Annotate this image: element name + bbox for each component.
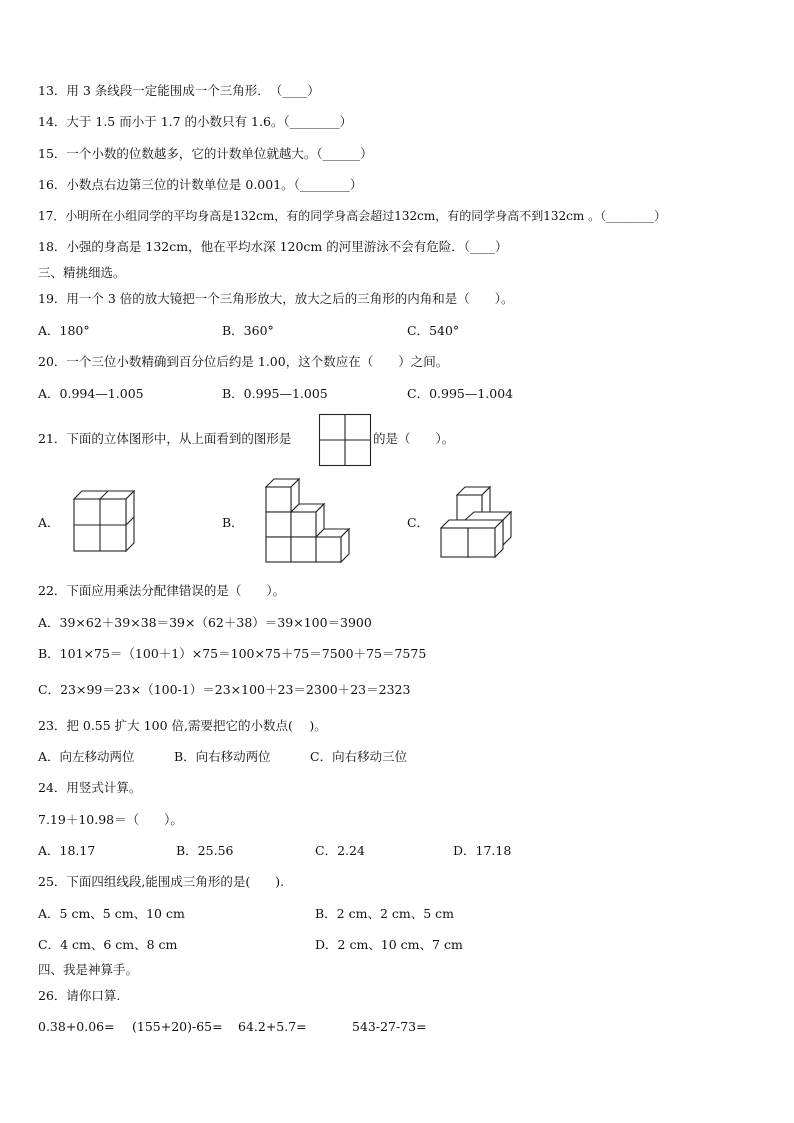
q19-option-c: C．540° (407, 323, 460, 338)
question-16: 16．小数点右边第三位的计数单位是 0.001。（________） (38, 177, 363, 192)
q23-option-b: B．向右移动两位 (174, 749, 271, 764)
question-23: 23．把 0.55 扩大 100 倍,需要把它的小数点( )。 (38, 718, 327, 733)
question-26: 26．请你口算. (38, 988, 121, 1003)
question-18: 18．小强的身高是 132cm，他在平均水深 120cm 的河里游泳不会有危险．（____） (38, 239, 508, 254)
q25-option-b: B．2 cm、2 cm、5 cm (315, 906, 455, 921)
question-21-prefix: 21．下面的立体图形中，从上面看到的图形是 (38, 431, 292, 446)
q24-option-b: B．25.56 (176, 843, 234, 858)
top-view-grid-figure (319, 414, 371, 466)
q22-option-b: B．101×75＝（100＋1）×75＝100×75＋75＝7500＋75＝7575 (38, 646, 427, 661)
section-3-heading: 三、精挑细选。 (38, 265, 126, 280)
question-15: 15．一个小数的位数越多，它的计数单位就越大。（______） (38, 146, 373, 161)
q19-option-a: A．180° (38, 323, 90, 338)
question-19: 19．用一个 3 倍的放大镜把一个三角形放大，放大之后的三角形的内角和是（ ）。 (38, 291, 514, 306)
question-17: 17．小明所在小组同学的平均身高是132cm，有的同学身高会超过132cm，有的同学身高不到132cm 。（________） (38, 209, 667, 223)
question-22: 22．下面应用乘法分配律错误的是（ ）。 (38, 583, 286, 598)
q20-option-c: C．0.995—1.004 (407, 386, 514, 401)
q24-option-a: A．18.17 (38, 843, 96, 858)
q24-option-d: D．17.18 (453, 843, 512, 858)
q25-option-c: C．4 cm、6 cm、8 cm (38, 937, 178, 952)
q21-label-b: B． (222, 515, 244, 530)
q25-option-d: D．2 cm、10 cm、7 cm (315, 937, 463, 952)
q24-option-c: C．2.24 (315, 843, 365, 858)
question-24: 24．用竖式计算。 (38, 780, 142, 795)
q26-item-1: 0.38+0.06= (38, 1019, 115, 1034)
q21-figure-b-cubes (265, 477, 355, 569)
question-21-suffix: 的是（ ）。 (373, 431, 455, 446)
q20-option-b: B．0.995—1.005 (222, 386, 328, 401)
q22-option-c: C．23×99＝23×（100-1）＝23×100＋23＝2300＋23＝2323 (38, 682, 411, 697)
q23-option-c: C．向右移动三位 (310, 749, 408, 764)
q21-figure-c-cubes (440, 487, 514, 561)
q20-option-a: A．0.994—1.005 (38, 386, 144, 401)
q25-option-a: A．5 cm、5 cm、10 cm (38, 906, 185, 921)
section-4-heading: 四、我是神算手。 (38, 962, 139, 977)
q26-item-2: (155+20)-65= (132, 1019, 223, 1034)
q23-option-a: A．向左移动两位 (38, 749, 135, 764)
question-20: 20．一个三位小数精确到百分位后约是 1.00，这个数应在（ ）之间。 (38, 354, 449, 369)
q21-label-c: C． (407, 515, 430, 530)
q26-item-4: 543-27-73= (352, 1019, 427, 1034)
q24-expression: 7.19＋10.98＝（ ）。 (38, 812, 183, 827)
q22-option-a: A．39×62＋39×38＝39×（62＋38）＝39×100＝3900 (38, 615, 372, 630)
question-13: 13．用 3 条线段一定能围成一个三角形． （____） (38, 83, 320, 98)
q21-label-a: A． (38, 515, 60, 530)
q26-item-3: 64.2+5.7= (238, 1019, 307, 1034)
question-25: 25．下面四组线段,能围成三角形的是( ). (38, 874, 285, 889)
q19-option-b: B．360° (222, 323, 274, 338)
question-14: 14．大于 1.5 而小于 1.7 的小数只有 1.6。（________） (38, 114, 353, 129)
q21-figure-a-cubes (74, 489, 136, 553)
